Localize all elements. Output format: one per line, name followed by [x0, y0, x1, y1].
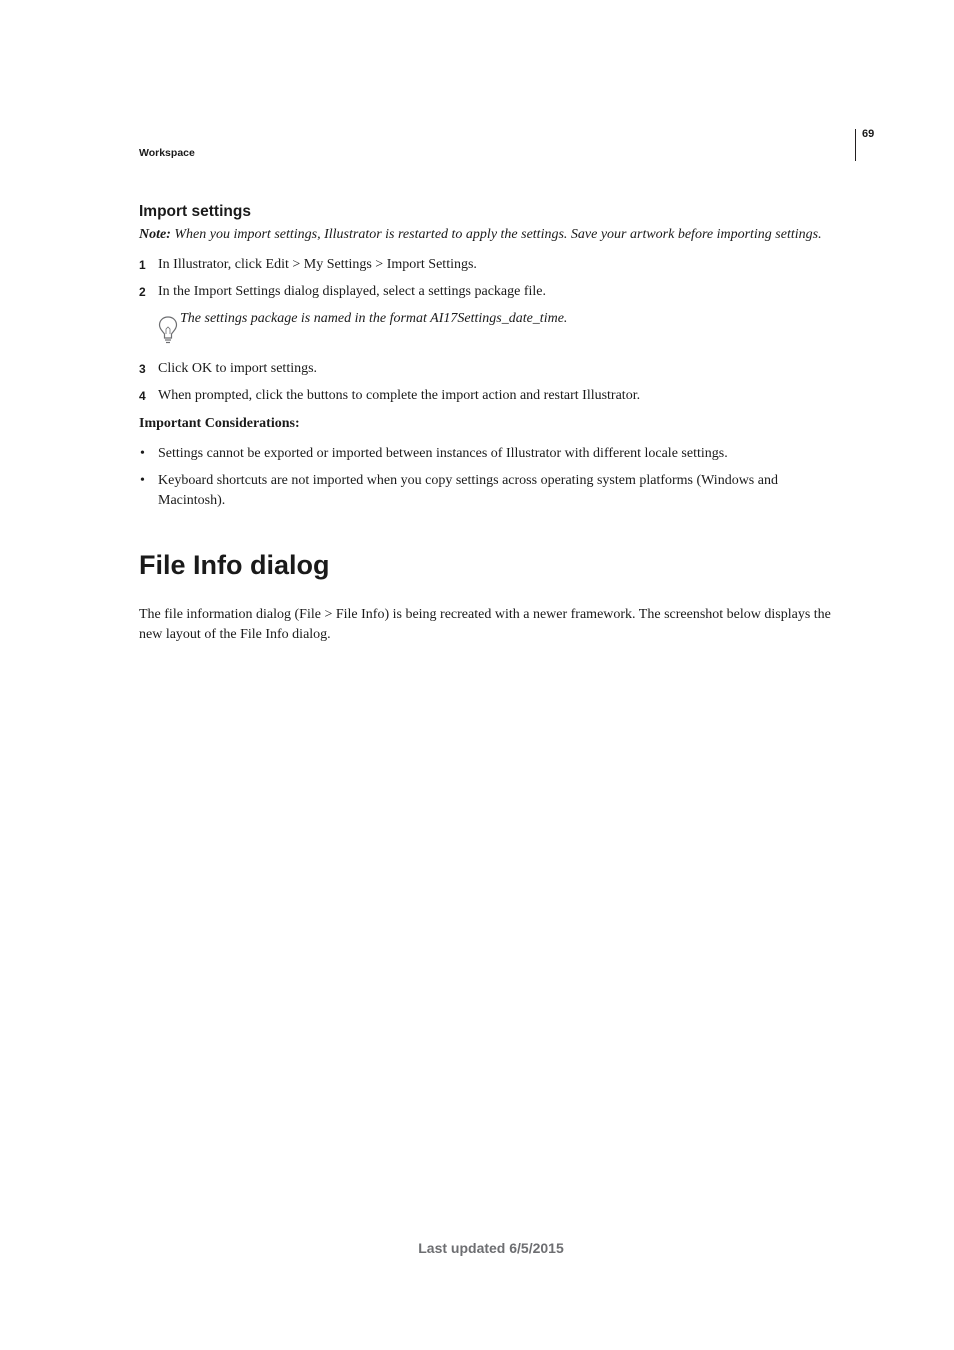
- note-label: Note:: [139, 227, 171, 242]
- note: [139, 227, 859, 243]
- step-number: 2: [139, 285, 146, 299]
- step-text: In Illustrator, click Edit > My Settings > Import Settings.: [158, 257, 477, 272]
- file-info-paragraph: The file information dialog (File > File Info) is being recreated with a newer framework. The screenshot below displays the new layout of the File Info dialog.: [139, 607, 831, 642]
- step-number: 3: [139, 362, 146, 376]
- page-number-rule: [855, 129, 856, 161]
- footer-last-updated: Last updated 6/5/2015: [418, 1240, 564, 1256]
- step-number: 1: [139, 258, 146, 272]
- bullet-text: Keyboard shortcuts are not imported when you copy settings across operating system platforms (Windows and Macintosh).: [158, 473, 778, 508]
- page-number: 69: [862, 128, 875, 140]
- bullet-mark: •: [140, 473, 145, 488]
- bullet-text: Settings cannot be exported or imported between instances of Illustrator with different locale settings.: [158, 446, 728, 461]
- chapter-heading-file-info: File Info dialog: [139, 550, 330, 580]
- step-number: 4: [139, 389, 146, 403]
- step-text: When prompted, click the buttons to complete the import action and restart Illustrator.: [158, 388, 641, 403]
- bullet-mark: •: [140, 446, 145, 461]
- lightbulb-icon: [158, 315, 178, 350]
- note-text: When you import settings, Illustrator is restarted to apply the settings. Save your artwork before importing settings.: [170, 227, 822, 242]
- tip-text: The settings package is named in the format AI17Settings_date_time.: [180, 311, 568, 326]
- step-text: Click OK to import settings.: [158, 361, 318, 376]
- section-heading-import-settings: Import settings: [139, 203, 251, 220]
- running-head: Workspace: [139, 147, 195, 159]
- considerations-label: Important Considerations:: [139, 416, 300, 431]
- step-text: In the Import Settings dialog displayed, select a settings package file.: [158, 284, 547, 299]
